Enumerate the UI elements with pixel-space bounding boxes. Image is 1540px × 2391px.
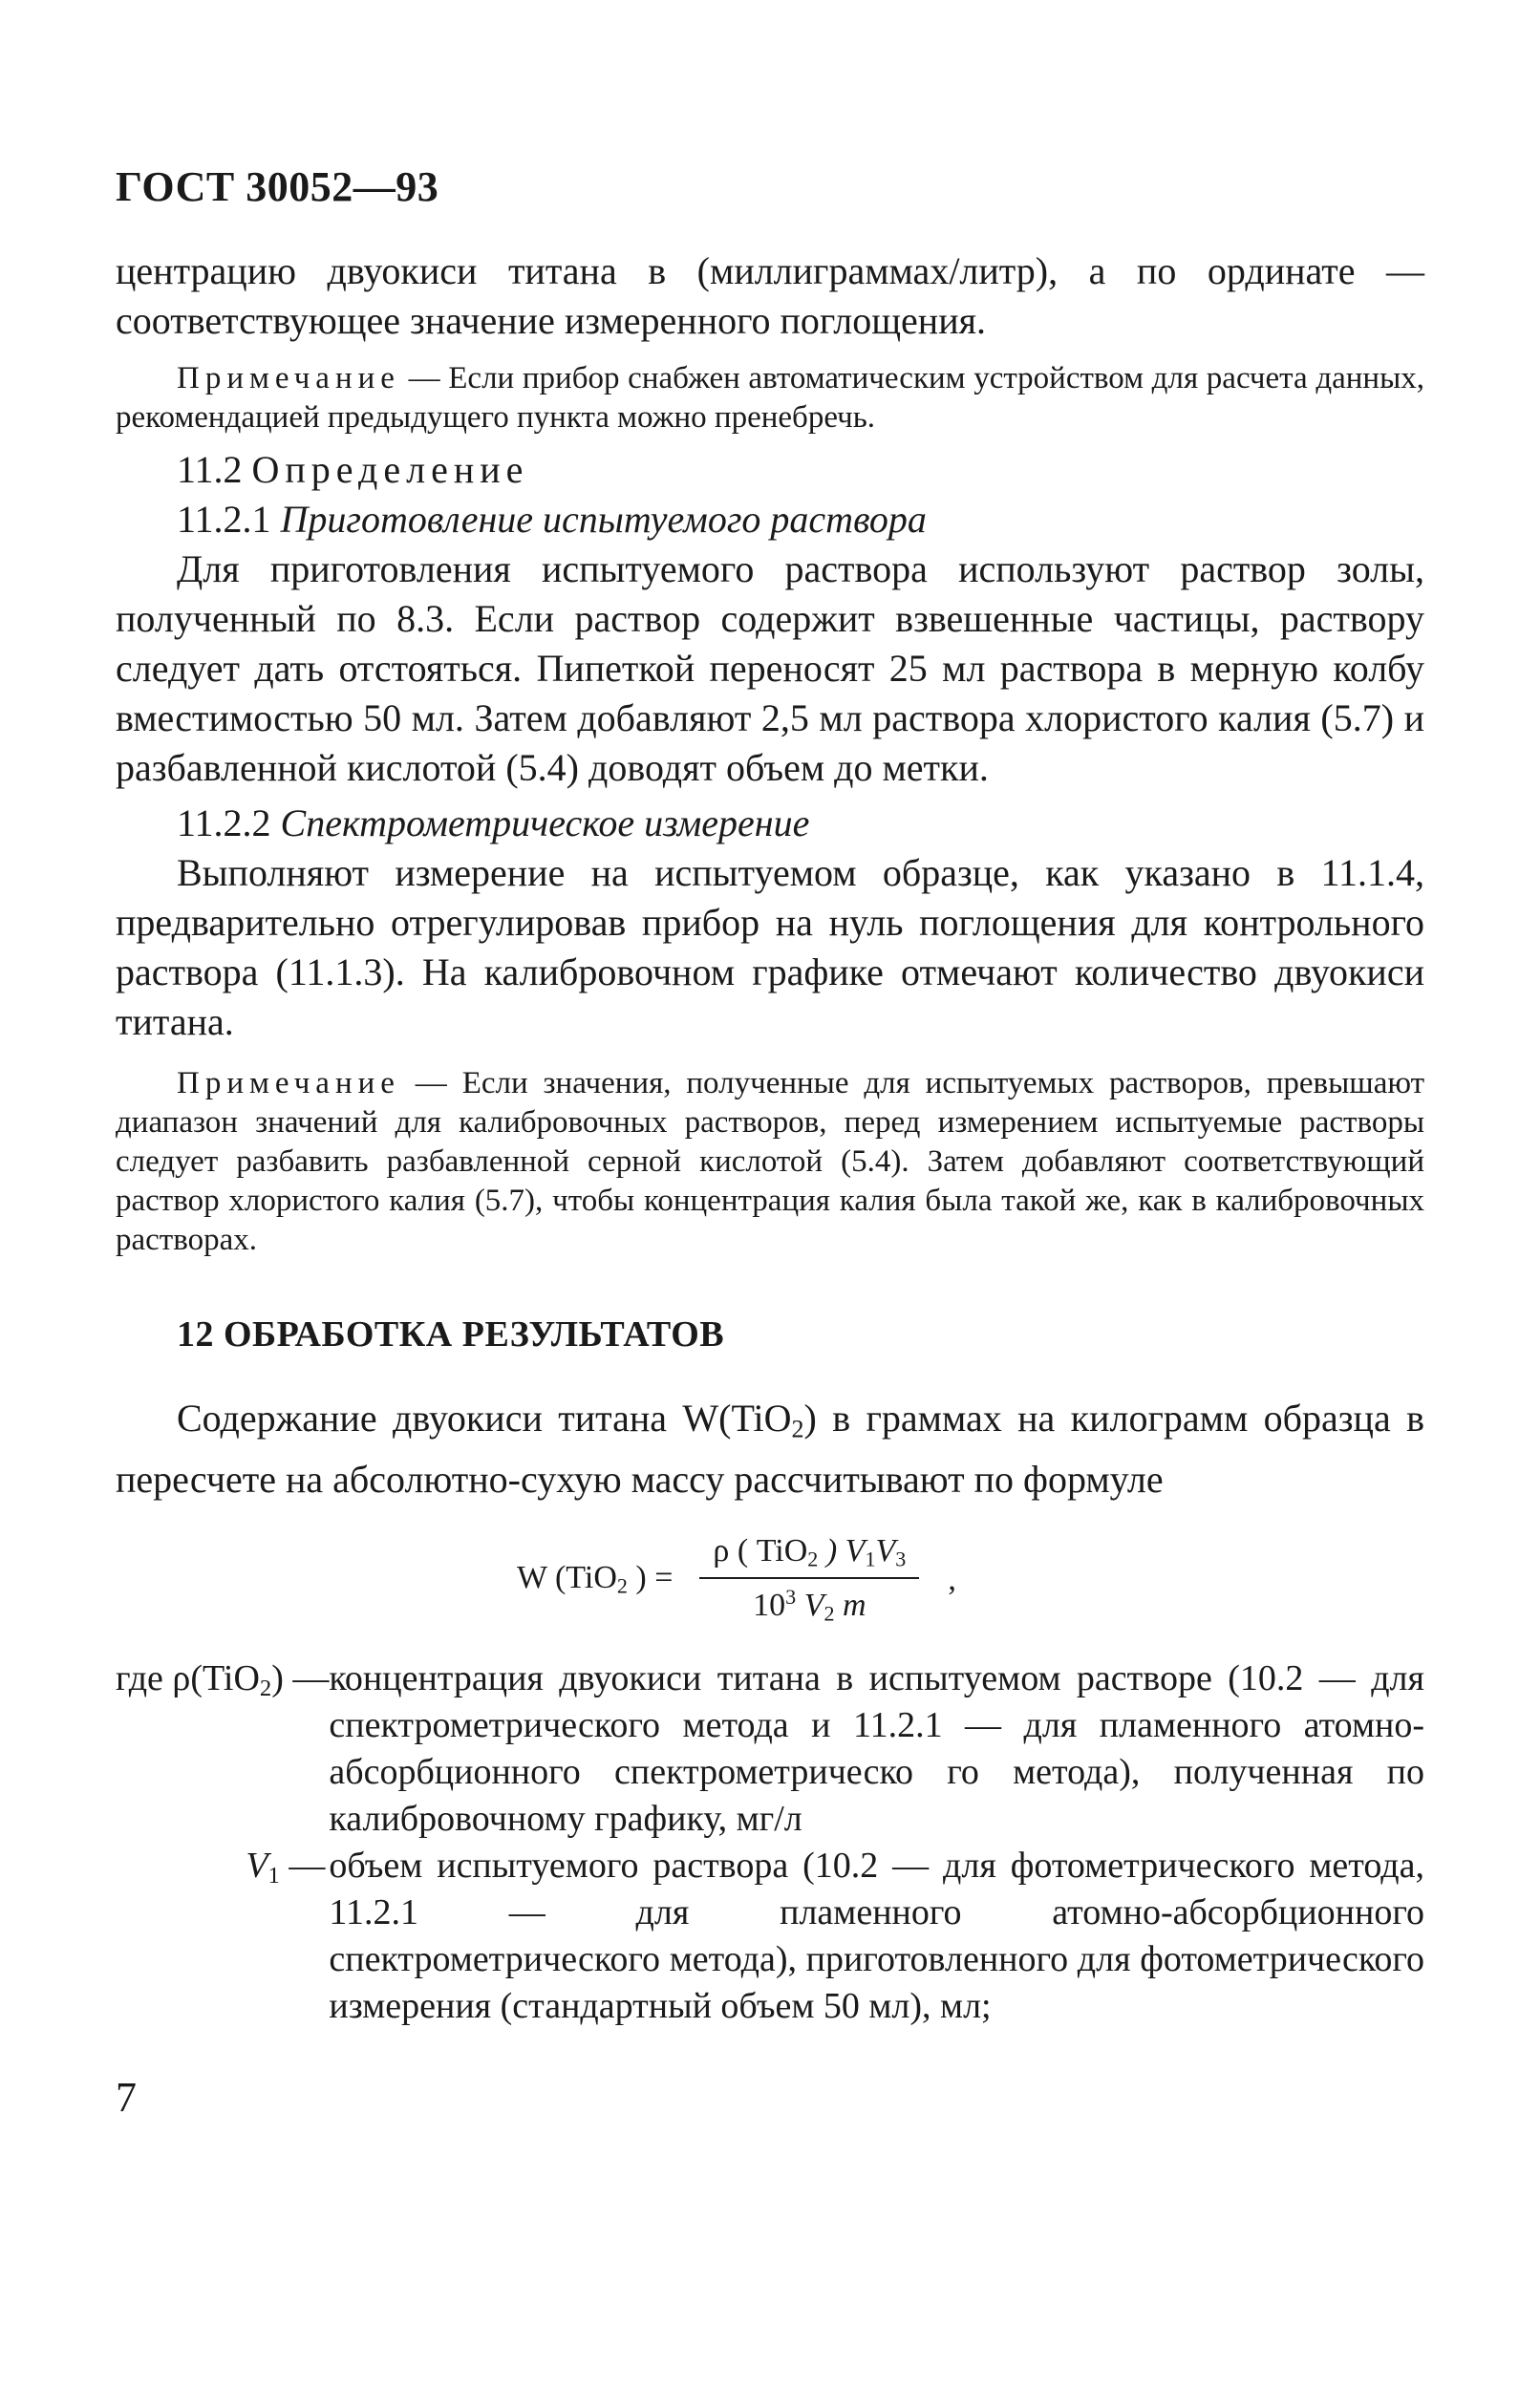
- section-11-2-1-text: Для приготовления испытуемого раствора используют раствор золы, полученный по 8.3. Если раствор содержит взвешенные частицы, раствору следует дать отстояться. Пипеткой переносят 25 мл раствора в мерную колбу вместимостью 50 мл. Затем добавляют 2,5 мл раствора хлористого калия (5.7) и разбавленной кислотой (5.4) доводят объем до метки.: [116, 547, 1424, 789]
- formula-den-c: m: [834, 1588, 866, 1624]
- definition-row: [116, 1843, 1424, 2030]
- section-11-2-2-number: 11.2.2: [177, 801, 281, 844]
- formula-den-sup: 3: [785, 1585, 797, 1610]
- definition-symbol-a: V: [246, 1845, 268, 1886]
- section-11-2-2-title: Спектрометрическое измерение: [280, 801, 810, 844]
- note-1-label: Примечание: [177, 361, 400, 395]
- note-1: [116, 359, 1424, 438]
- section-11-2-heading: [116, 445, 1424, 495]
- definition-symbol: [116, 1843, 329, 2030]
- formula-num-a: ρ ( TiO: [713, 1532, 808, 1569]
- section-11-2-number: 11.2: [177, 448, 252, 491]
- formula-lhs-text: W (TiO: [517, 1560, 617, 1596]
- section-11-2-1-title: Приготовление испытуемого раствора: [280, 498, 927, 541]
- formula-num-sub: 2: [807, 1547, 819, 1571]
- section-11-2-1-number: 11.2.1: [177, 498, 281, 541]
- formula-den-a: 10: [753, 1588, 786, 1624]
- formula-numerator: [699, 1533, 919, 1580]
- definition-symbol-a: где ρ(TiO: [116, 1657, 260, 1698]
- definition-symbol: [116, 1655, 329, 1843]
- section-12-heading: 12 ОБРАБОТКА РЕЗУЛЬТАТОВ: [177, 1314, 725, 1355]
- formula-den-v2-sub: 2: [823, 1601, 835, 1626]
- note-1-text: — Если прибор снабжен автоматическим устройством для расчета данных, рекомендацией предыдущего пункта можно пренебречь.: [116, 361, 1424, 435]
- section-11-2-2-heading: [116, 799, 1424, 848]
- page-number: 7: [116, 2074, 137, 2121]
- formula-trailing-comma: ,: [948, 1561, 956, 1597]
- formula-lhs-sub: 2: [616, 1573, 628, 1598]
- definition-text: объем испытуемого раствора (10.2 — для фотометрического метода, 11.2.1 — для пламенного атомно-абсорбционного спектрометрического метода), приготовленного для фотометрического измерения (стандартный объем 50 мл), мл;: [329, 1845, 1424, 2026]
- note-2-label: Примечание: [177, 1066, 400, 1100]
- variable-definitions: [116, 1655, 1424, 2030]
- definition-symbol-sub: 1: [267, 1862, 280, 1889]
- note-2: [116, 1064, 1424, 1260]
- formula-num-b: ) V: [818, 1532, 866, 1569]
- formula-num-v3-sub: 3: [895, 1547, 907, 1571]
- section-12-intro-sub: 2: [791, 1415, 804, 1443]
- formula: [517, 1533, 1424, 1627]
- formula-den-b: V: [796, 1588, 824, 1624]
- definition-row: [116, 1655, 1424, 1843]
- document-header: ГОСТ 30052—93: [116, 163, 439, 210]
- section-12-intro: [116, 1394, 1424, 1505]
- definition-text: концентрация двуокиси титана в испытуемом растворе (10.2 — для спектрометрического метода и 11.2.1 — для пламенного атомно-абсорбционного спектрометрическо го метода), полученная по калибровочному графику, мг/л: [329, 1657, 1424, 1839]
- formula-denominator: [753, 1579, 866, 1627]
- formula-lhs: [517, 1560, 673, 1599]
- section-11-2-title: Определение: [251, 448, 529, 491]
- intro-paragraph: центрацию двуокиси титана в (миллиграммах/литр), а по ординате — соответствующее значение измеренного поглощения.: [116, 249, 1424, 342]
- section-12-intro-a: Содержание двуокиси титана W(TiO: [177, 1397, 792, 1440]
- definition-symbol-sub: 2: [259, 1675, 272, 1701]
- definition-symbol-b: —: [279, 1845, 326, 1886]
- formula-num-v1-sub: 1: [865, 1547, 876, 1571]
- definition-symbol-b: ) —: [271, 1657, 330, 1698]
- note-2-text: — Если значения, полученные для испытуемых растворов, превышают диапазон значений для калибровочных растворов, перед измерением испытуемые растворы следует разбавить разбавленной серной кислотой (5.4). Затем добавляют соответствующий раствор хлористого калия (5.7), чтобы концентрация калия была такой же, как в калибровочных растворах.: [116, 1066, 1424, 1257]
- formula-num-c: V: [875, 1532, 896, 1569]
- formula-lhs-end: ) =: [627, 1560, 674, 1596]
- formula-fraction: [699, 1533, 919, 1627]
- section-12-intro-b: ) в граммах на килограмм образца в пересчете на абсолютно-сухую массу рассчитывают по формуле: [116, 1397, 1424, 1501]
- page-content: [116, 246, 1424, 2030]
- section-11-2-1-heading: [116, 495, 1424, 544]
- section-11-2-2-text: Выполняют измерение на испытуемом образце, как указано в 11.1.4, предварительно отрегулировав прибор на нуль поглощения для контрольного раствора (11.1.3). На калибровочном графике отмечают количество двуокиси титана.: [116, 851, 1424, 1043]
